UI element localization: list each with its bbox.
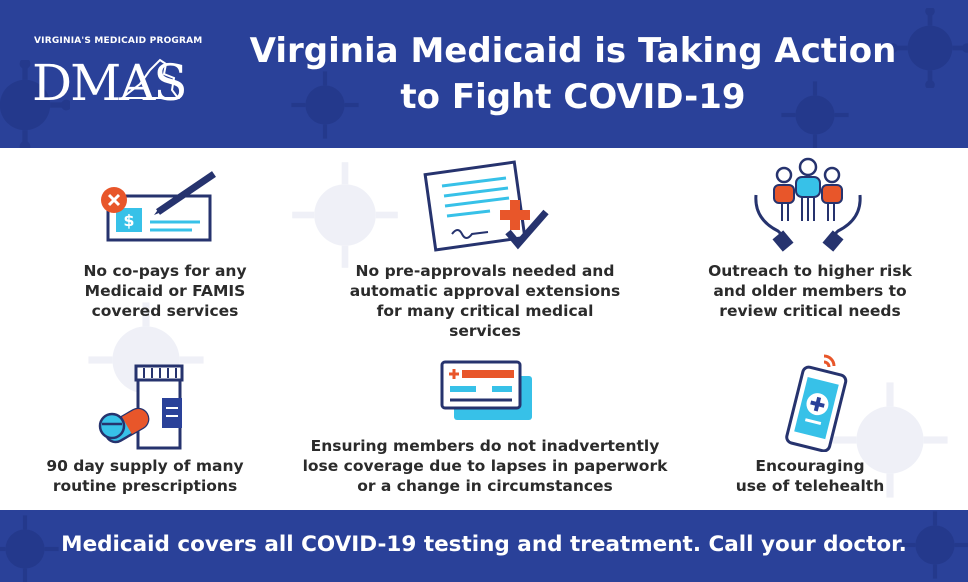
insurance-card-icon xyxy=(440,360,536,422)
tile-text-line: routine prescriptions xyxy=(52,477,238,495)
virginia-state-icon xyxy=(120,54,180,106)
tile-text-line: or a change in circumstances xyxy=(357,477,613,495)
tile-text-line: for many critical medical xyxy=(376,302,594,320)
approval-document-icon xyxy=(420,160,560,255)
tile-text-line: Ensuring members do not inadvertently xyxy=(310,437,660,455)
tile-text-line: 90 day supply of many xyxy=(46,457,244,475)
tile-telehealth xyxy=(710,456,910,496)
footer-banner xyxy=(0,510,968,582)
title-line-1: Virginia Medicaid is Taking Action xyxy=(249,31,897,71)
tile-copays xyxy=(60,261,270,321)
tile-pre-approvals xyxy=(325,261,645,341)
title-line-2: to Fight COVID-19 xyxy=(400,77,746,117)
footer-message: Medicaid covers all COVID-19 testing and treatment. Call your doctor. xyxy=(61,532,907,557)
tile-text-line: No co-pays for any xyxy=(83,262,247,280)
page-title xyxy=(208,28,938,120)
community-care-icon xyxy=(752,155,864,255)
check-payment-icon xyxy=(96,160,226,250)
prescription-bottle-icon xyxy=(92,362,202,452)
tile-text-line: Medicaid or FAMIS xyxy=(84,282,246,300)
tile-text-line: automatic approval extensions xyxy=(349,282,621,300)
tile-text-line: No pre-approvals needed and xyxy=(355,262,615,280)
dmas-logo: DMAS xyxy=(32,54,186,112)
tile-text-line: Encouraging xyxy=(755,457,865,475)
tile-text-line: lose coverage due to lapses in paperwork xyxy=(302,457,668,475)
telehealth-phone-icon xyxy=(774,352,858,452)
program-label: VIRGINIA'S MEDICAID PROGRAM xyxy=(34,36,203,46)
header-banner xyxy=(0,0,968,148)
tile-text-line: use of telehealth xyxy=(735,477,885,495)
tile-text-line: services xyxy=(449,322,521,340)
tile-text-line: review critical needs xyxy=(719,302,901,320)
tile-coverage xyxy=(290,436,680,496)
tile-text-line: covered services xyxy=(91,302,239,320)
svg-text:$: $ xyxy=(123,211,135,230)
tile-text-line: and older members to xyxy=(713,282,907,300)
tile-prescriptions xyxy=(30,456,260,496)
tile-outreach xyxy=(690,261,930,321)
virus-background-icon xyxy=(290,160,400,270)
tile-text-line: Outreach to higher risk xyxy=(708,262,912,280)
